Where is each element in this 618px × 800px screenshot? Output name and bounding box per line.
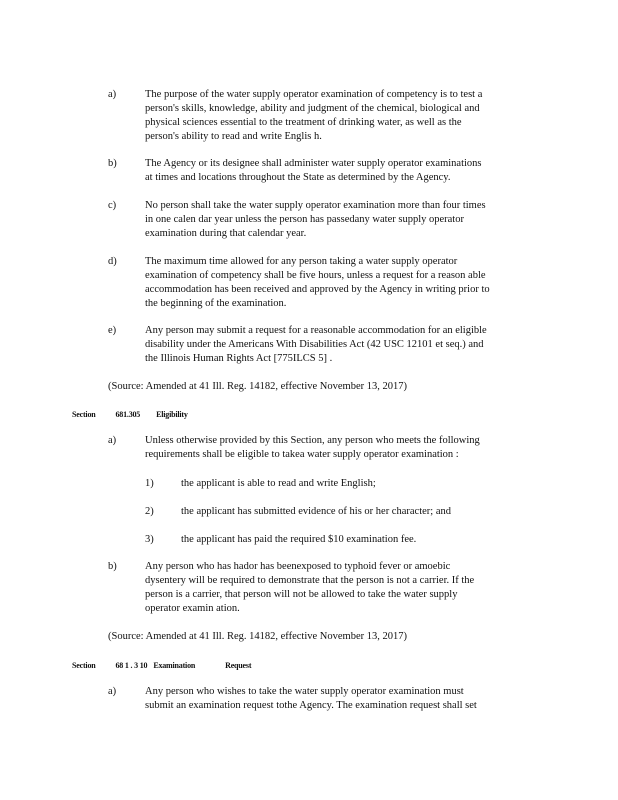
source-note: (Source: Amended at 41 Ill. Reg. 14182, effective November 13, 2017)	[108, 381, 407, 392]
text-line: submit an examination request tothe Agency. The examination request shall set	[145, 700, 477, 711]
paragraph-label: c)	[108, 200, 117, 211]
text-line: The purpose of the water supply operator examination of competency is to test a	[145, 89, 483, 100]
paragraph-label: a)	[108, 435, 117, 446]
paragraph-text	[145, 199, 545, 241]
paragraph-text	[145, 324, 545, 366]
text-line: person is a carrier, that person will not be allowed to take the water supply	[145, 589, 458, 600]
section-label: Section	[72, 661, 96, 670]
paragraph-label: b)	[108, 561, 117, 572]
subitem-text: the applicant is able to read and write English;	[181, 478, 376, 489]
paragraph-text	[145, 157, 545, 185]
text-line: accommodation has been received and approved by the Agency in writing prior to	[145, 284, 490, 295]
section-number: 68 1 . 3 10	[115, 661, 148, 670]
section-heading	[72, 408, 188, 422]
subitem-label: 2)	[145, 506, 154, 517]
text-line: The maximum time allowed for any person taking a water supply operator	[145, 256, 458, 267]
text-line: in one calen dar year unless the person has passedany water supply operator	[145, 214, 464, 225]
text-line: the beginning of the examination.	[145, 298, 287, 309]
subitem-label: 3)	[145, 534, 154, 545]
text-line: Unless otherwise provided by this Section, any person who meets the following	[145, 435, 480, 446]
text-line: Any person may submit a request for a reasonable accommodation for an eligible	[145, 325, 487, 336]
text-line: operator examin ation.	[145, 603, 240, 614]
text-line: disability under the Americans With Disabilities Act (42 USC 12101 et seq.) and	[145, 339, 484, 350]
text-line: at times and locations throughout the State as determined by the Agency.	[145, 172, 451, 183]
text-line: dysentery will be required to demonstrate that the person is not a carrier. If the	[145, 575, 475, 586]
text-line: the Illinois Human Rights Act [775ILCS 5] .	[145, 353, 333, 364]
source-note: (Source: Amended at 41 Ill. Reg. 14182, effective November 13, 2017)	[108, 631, 407, 642]
text-line: No person shall take the water supply operator examination more than four times	[145, 200, 486, 211]
paragraph-text	[145, 560, 545, 616]
section-number: 681.305	[115, 410, 141, 419]
paragraph-text	[145, 434, 545, 462]
subitem-text: the applicant has paid the required $10 examination fee.	[181, 534, 417, 545]
text-line: Any person who has hador has beenexposed to typhoid fever or amoebic	[145, 561, 451, 572]
paragraph-label: a)	[108, 686, 117, 697]
paragraph-label: a)	[108, 89, 117, 100]
text-line: person's ability to read and write Englis h.	[145, 131, 322, 142]
text-line: examination of competency shall be five hours, unless a request for a reason able	[145, 270, 486, 281]
section-title: Request	[225, 661, 252, 670]
subitem-text: the applicant has submitted evidence of his or her character; and	[181, 506, 451, 517]
paragraph-text	[145, 255, 545, 311]
text-line: requirements shall be eligible to takea water supply operator examination :	[145, 449, 459, 460]
paragraph-text	[145, 88, 545, 144]
text-line: physical sciences essential to the treatment of drinking water, as well as the	[145, 117, 462, 128]
section-title: Examination	[153, 661, 196, 670]
paragraph-label: b)	[108, 158, 117, 169]
text-line: The Agency or its designee shall administer water supply operator examinations	[145, 158, 482, 169]
text-line: Any person who wishes to take the water supply operator examination must	[145, 686, 464, 697]
section-label: Section	[72, 410, 96, 419]
paragraph-text	[145, 685, 545, 713]
paragraph-label: d)	[108, 256, 117, 267]
paragraph-label: e)	[108, 325, 117, 336]
text-line: person's skills, knowledge, ability and judgment of the chemical, biological and	[145, 103, 480, 114]
subitem-label: 1)	[145, 478, 154, 489]
section-title: Eligibility	[156, 410, 188, 419]
section-heading	[72, 659, 251, 673]
text-line: examination during that calendar year.	[145, 228, 307, 239]
